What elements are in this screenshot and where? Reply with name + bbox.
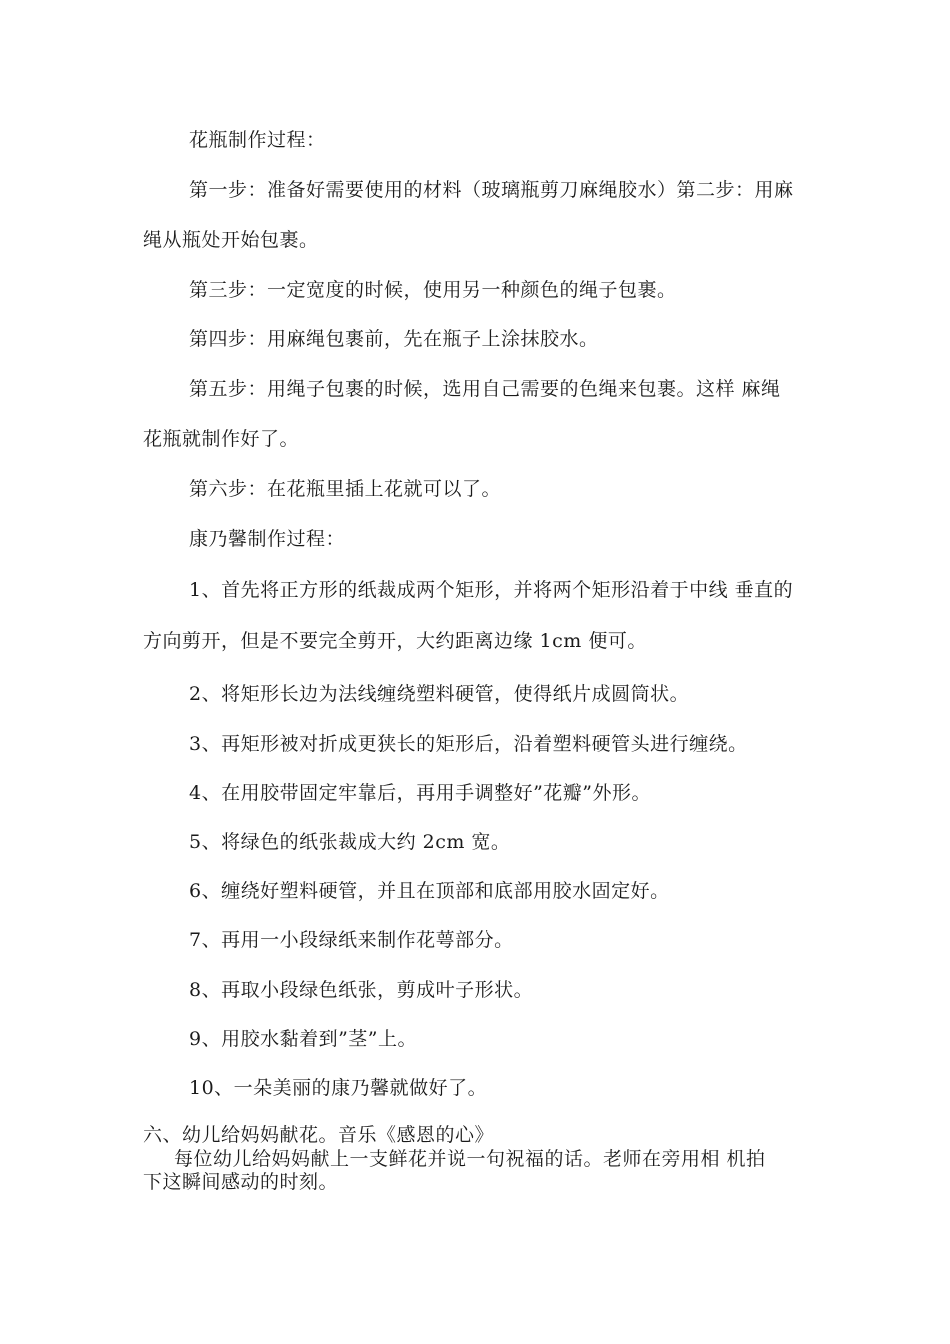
carnation-step-9: 9、用胶水黏着到”茎”上。 <box>189 1028 418 1050</box>
vase-step-1-line-1: 第一步：准备好需要使用的材料（玻璃瓶剪刀麻绳胶水）第二步：用麻 <box>189 179 794 201</box>
section-six-body-line-1: 每位幼儿给妈妈献上一支鲜花并说一句祝福的话。老师在旁用相 机拍 <box>174 1148 766 1170</box>
carnation-step-10: 10、一朵美丽的康乃馨就做好了。 <box>189 1077 488 1099</box>
carnation-step-1-line-2: 方向剪开，但是不要完全剪开，大约距离边缘 1cm 便可。 <box>143 630 647 652</box>
carnation-step-6: 6、缠绕好塑料硬管，并且在顶部和底部用胶水固定好。 <box>189 880 670 902</box>
carnation-step-1-line-1: 1、首先将正方形的纸裁成两个矩形，并将两个矩形沿着于中线 垂直的 <box>189 579 794 601</box>
vase-step-1-line-2: 绳从瓶处开始包裹。 <box>143 229 319 251</box>
carnation-step-8: 8、再取小段绿色纸张，剪成叶子形状。 <box>189 979 534 1001</box>
carnation-step-3: 3、再矩形被对折成更狭长的矩形后，沿着塑料硬管头进行缠绕。 <box>189 733 748 755</box>
carnation-heading: 康乃馨制作过程： <box>189 528 346 550</box>
vase-step-6: 第六步：在花瓶里插上花就可以了。 <box>189 478 502 500</box>
vase-step-5-line-2: 花瓶就制作好了。 <box>143 428 300 450</box>
section-six-body-line-2: 下这瞬间感动的时刻。 <box>143 1171 339 1193</box>
vase-step-5-line-1: 第五步：用绳子包裹的时候，选用自己需要的色绳来包裹。这样 麻绳 <box>189 378 781 400</box>
section-six-title: 六、幼儿给妈妈献花。音乐《感恩的心》 <box>143 1124 495 1146</box>
carnation-step-5: 5、将绿色的纸张裁成大约 2cm 宽。 <box>189 831 511 853</box>
carnation-step-2: 2、将矩形长边为法线缠绕塑料硬管，使得纸片成圆筒状。 <box>189 683 690 705</box>
carnation-step-4: 4、在用胶带固定牢靠后，再用手调整好”花瓣”外形。 <box>189 782 652 804</box>
carnation-step-7: 7、再用一小段绿纸来制作花萼部分。 <box>189 929 514 951</box>
vase-heading: 花瓶制作过程： <box>189 129 326 151</box>
vase-step-3: 第三步：一定宽度的时候，使用另一种颜色的绳子包裹。 <box>189 279 677 301</box>
vase-step-4: 第四步：用麻绳包裹前，先在瓶子上涂抹胶水。 <box>189 328 599 350</box>
